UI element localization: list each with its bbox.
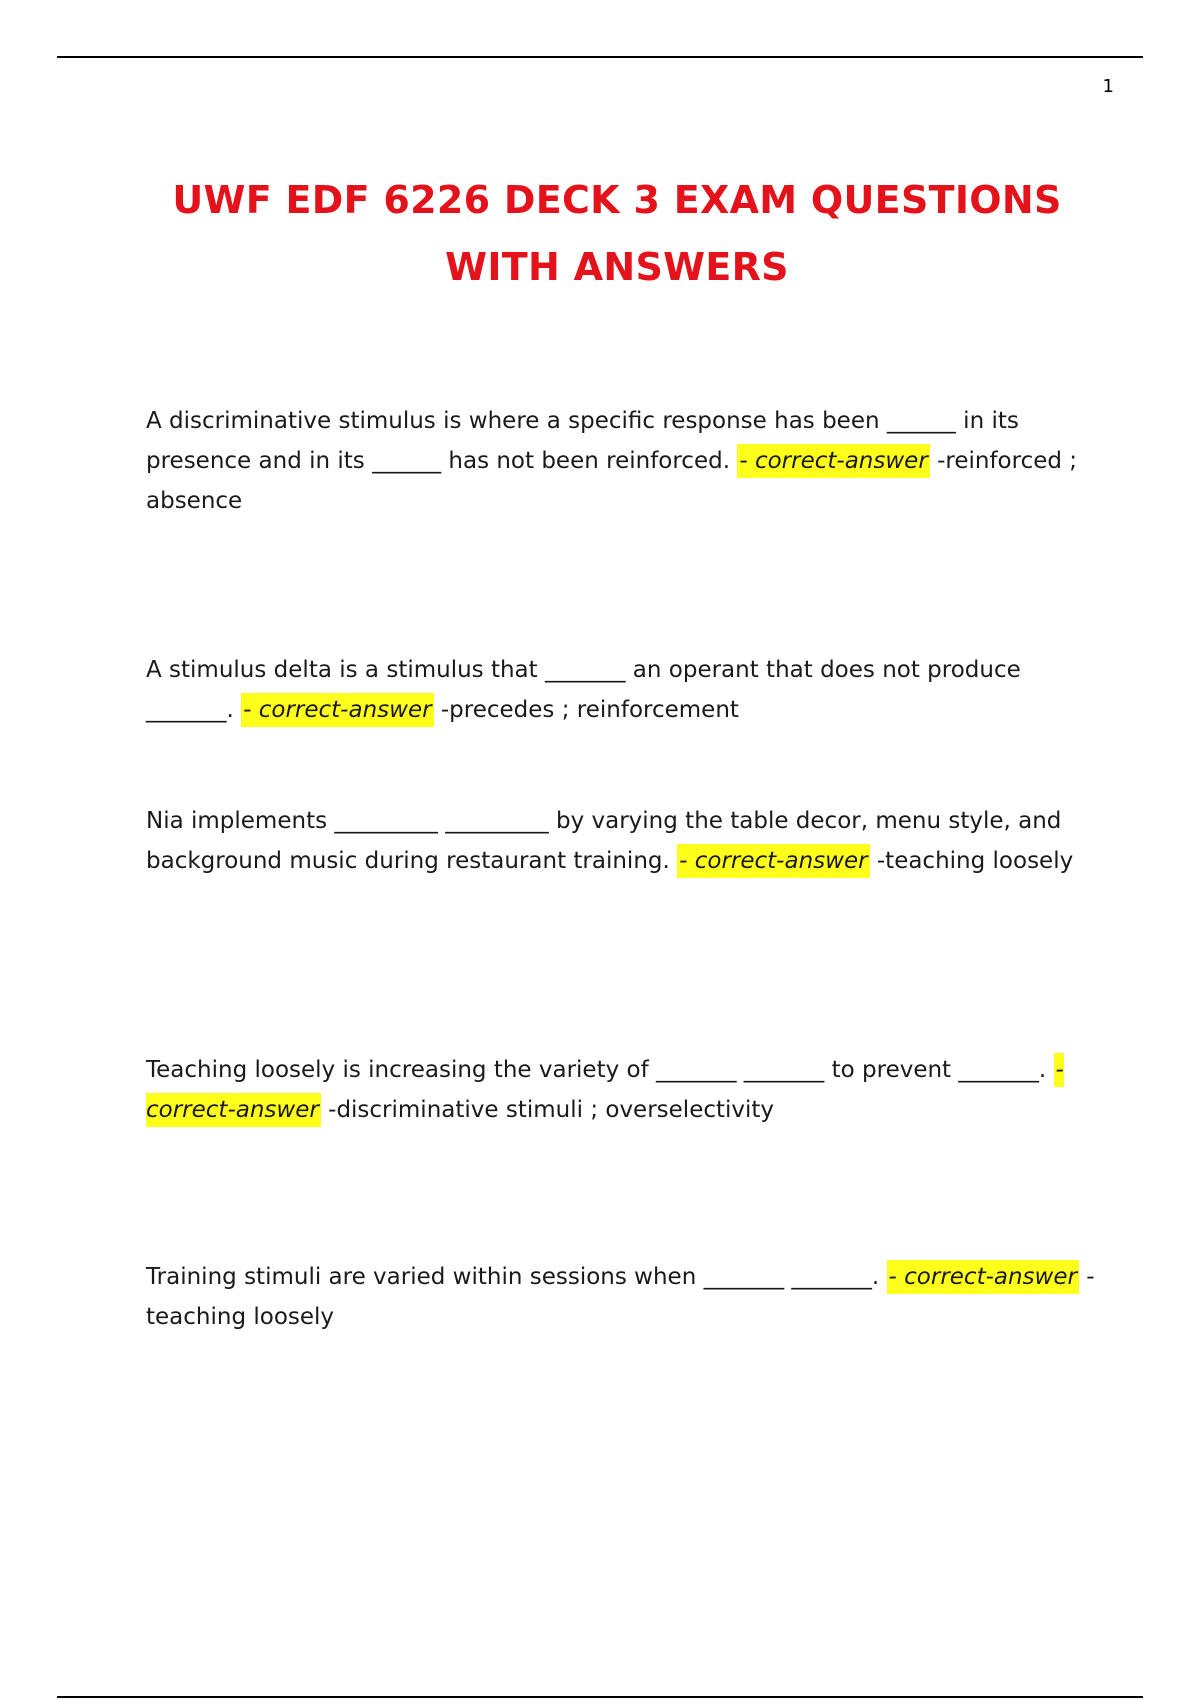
title-line-1: UWF EDF 6226 DECK 3 EXAM QUESTIONS xyxy=(172,178,1062,223)
correct-answer-marker: - correct-answer xyxy=(241,693,433,727)
header-rule xyxy=(57,56,1143,58)
qa-item-2 xyxy=(146,650,1096,730)
question-text: A stimulus delta is a stimulus that _______ an operant that does not produce _______. xyxy=(146,657,1021,723)
answer-text: -teaching loosely xyxy=(869,848,1074,874)
correct-answer-marker: - correct-answer xyxy=(737,444,929,478)
question-text: Teaching loosely is increasing the variety of _______ _______ to prevent _______. xyxy=(146,1057,1047,1083)
correct-answer-marker: - correct-answer xyxy=(887,1260,1079,1294)
answer-text: -precedes ; reinforcement xyxy=(433,697,739,723)
qa-item-1 xyxy=(146,401,1096,521)
qa-item-3 xyxy=(146,801,1096,881)
question-text: Nia implements _________ _________ by varying the table decor, menu style, and background music during restaurant training. xyxy=(146,808,1062,874)
answer-text: -discriminative stimuli ; overselectivity xyxy=(320,1097,775,1123)
correct-answer-marker: - correct-answer xyxy=(146,1053,1064,1127)
page-number: 1 xyxy=(1102,76,1114,97)
title-line-2: WITH ANSWERS xyxy=(445,245,789,290)
qa-item-4 xyxy=(146,1050,1096,1130)
answer-text: -teaching loosely xyxy=(146,1264,1095,1330)
question-text: A discriminative stimulus is where a specific response has been ______ in its presence and in its ______ has not been reinforced. xyxy=(146,408,1019,474)
correct-answer-marker: - correct-answer xyxy=(677,844,869,878)
document-title xyxy=(120,167,1114,301)
footer-rule xyxy=(57,1696,1143,1698)
answer-text: -reinforced ; absence xyxy=(146,448,1078,514)
qa-item-5 xyxy=(146,1257,1096,1337)
question-text: Training stimuli are varied within sessions when _______ _______. xyxy=(146,1264,880,1290)
